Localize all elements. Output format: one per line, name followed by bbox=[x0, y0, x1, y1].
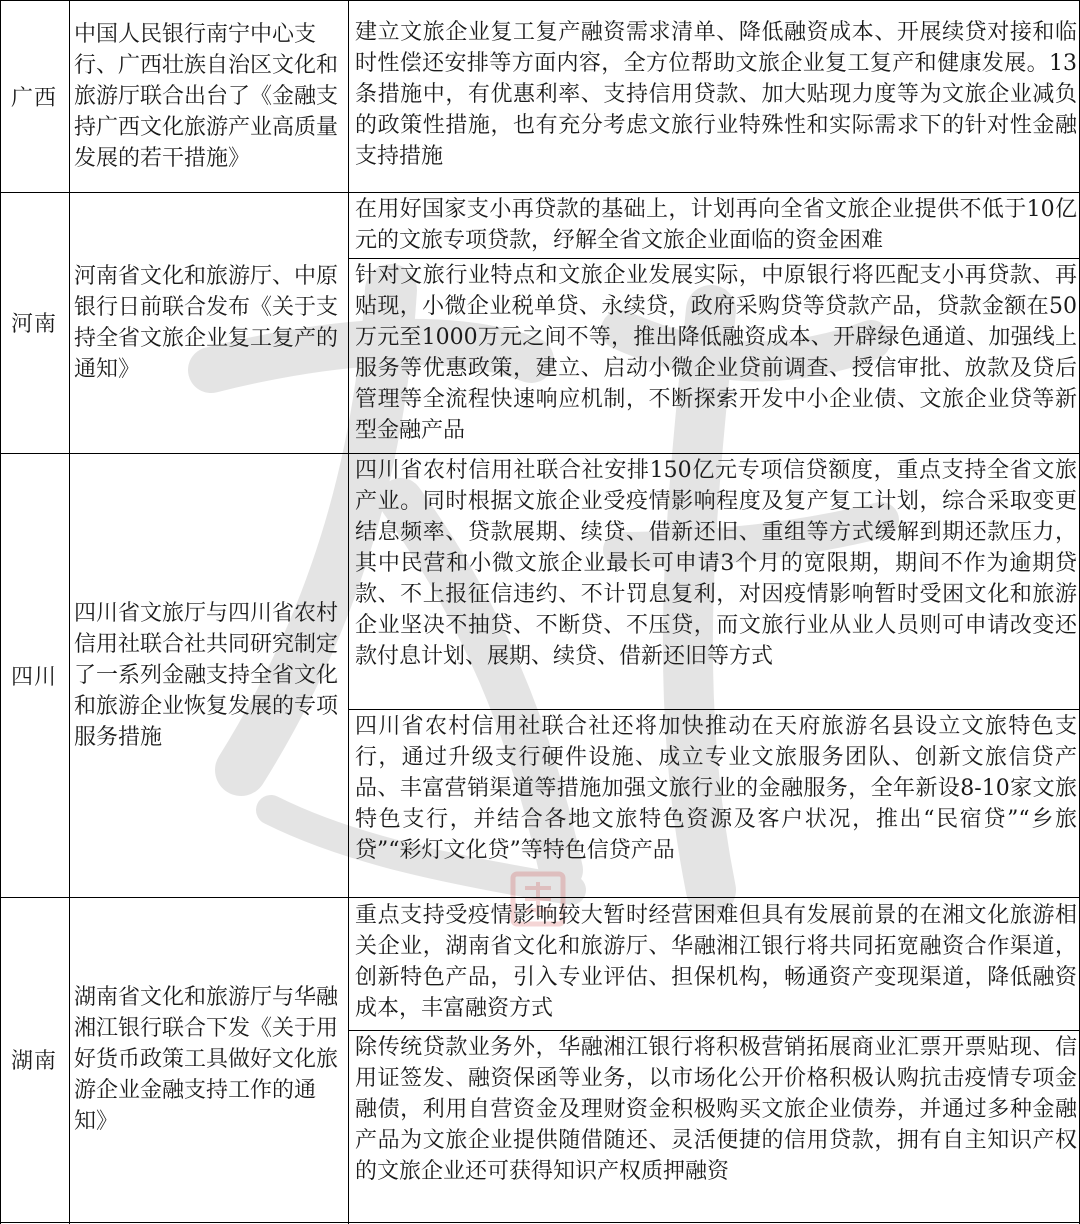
row-divider bbox=[1, 1222, 1080, 1223]
organization-cell bbox=[74, 0, 342, 192]
organization-cell bbox=[74, 897, 342, 1222]
measure-cell bbox=[355, 711, 1077, 866]
province-cell bbox=[1, 453, 67, 897]
measure-text: 在用好国家支小再贷款的基础上，计划再向全省文旅企业提供不低于10亿元的文旅专项贷款，纾解全省文旅企业面临的资金困难 bbox=[355, 197, 1077, 253]
measure-text: 针对文旅行业特点和文旅企业发展实际，中原银行将匹配支小再贷款、再贴现，小微企业税单贷、永续贷，政府采购贷等贷款产品，贷款金额在50万元至1000万元之间不等，推出降低融资成本、开辟绿色通道、加强线上服务等优惠政策，建立、启动小微企业贷前调查、授信审批、放款及贷后管理等全流程快速响应机制，不断探索开发中小企业债、文旅企业贷等新型金融产品 bbox=[355, 263, 1077, 443]
province-cell bbox=[1, 192, 67, 453]
column-divider bbox=[348, 0, 349, 1224]
measure-text: 除传统贷款业务外，华融湘江银行将积极营销拓展商业汇票开票贴现、信用证签发、融资保函等业务，以市场化公开价格积极认购抗击疫情专项金融债，利用自营资金及理财资金积极购买文旅企业债券，并通过多种金融产品为文旅企业提供随借随还、灵活便捷的信用贷款，拥有自主知识产权的文旅企业还可获得知识产权质押融资 bbox=[355, 1035, 1077, 1184]
organization-cell bbox=[74, 453, 342, 897]
measure-cell bbox=[355, 194, 1077, 256]
organization-cell bbox=[74, 192, 342, 453]
province-cell bbox=[1, 897, 67, 1222]
measure-text: 四川省农村信用社联合社安排150亿元专项信贷额度，重点支持全省文旅产业。同时根据文旅企业受疫情影响程度及复产复工计划，综合采取变更结息频率、贷款展期、续贷、借新还旧、重组等方式缓解到期还款压力，其中民营和小微文旅企业最长可申请3个月的宽限期，期间不作为逾期贷款、不上报征信违约、不计罚息复利，对因疫情影响暂时受困文化和旅游企业坚决不抽贷、不断贷、不压贷，而文旅行业从业人员则可申请改变还款付息计划、展期、续贷、借新还旧等方式 bbox=[355, 458, 1077, 669]
organization-text: 河南省文化和旅游厅、中原银行日前联合发布《关于支持全省文旅企业复工复产的通知》 bbox=[74, 263, 339, 382]
organization-text: 中国人民银行南宁中心支行、广西壮族自治区文化和旅游厅联合出台了《金融支持广西文化旅游产业高质量发展的若干措施》 bbox=[74, 21, 339, 171]
province-name: 湖南 bbox=[10, 1049, 57, 1074]
measure-cell bbox=[355, 1032, 1077, 1187]
organization-text: 湖南省文化和旅游厅与华融湘江银行联合下发《关于用好货币政策工具做好文化旅游企业金融支持工作的通知》 bbox=[74, 985, 339, 1134]
measure-text: 建立文旅企业复工复产融资需求清单、降低融资成本、开展续贷对接和临时性偿还安排等方面内容，全方位帮助文旅企业复工复产和健康发展。13条措施中，有优惠利率、支持信用贷款、加大贴现力度等为文旅企业减负的政策性措施，也有充分考虑文旅行业特殊性和实际需求下的针对性金融支持措施 bbox=[355, 20, 1077, 169]
province-name: 河南 bbox=[10, 312, 57, 337]
measure-text: 四川省农村信用社联合社还将加快推动在天府旅游名县设立文旅特色支行，通过升级支行硬件设施、成立专业文旅服务团队、创新文旅信贷产品、丰富营销渠道等措施加强文旅行业的金融服务，全年新设8-10家文旅特色支行，并结合各地文旅特色资源及客户状况，推出“民宿贷”“乡旅贷”“彩灯文化贷”等特色信贷产品 bbox=[355, 714, 1077, 863]
measure-divider bbox=[349, 1030, 1079, 1031]
organization-text: 四川省文旅厅与四川省农村信用社联合社共同研究制定了一系列金融支持全省文化和旅游企业恢复发展的专项服务措施 bbox=[74, 600, 339, 750]
measure-cell bbox=[355, 17, 1077, 172]
province-name: 四川 bbox=[10, 664, 57, 690]
column-divider bbox=[69, 0, 70, 1224]
measure-divider bbox=[349, 258, 1079, 259]
measure-cell bbox=[355, 455, 1077, 672]
province-cell bbox=[1, 0, 67, 192]
measure-cell bbox=[355, 260, 1077, 446]
measure-cell bbox=[355, 900, 1077, 1024]
measure-divider bbox=[349, 709, 1079, 710]
province-name: 广西 bbox=[10, 85, 57, 111]
measure-text: 重点支持受疫情影响较大暂时经营困难但具有发展前景的在湘文化旅游相关企业，湖南省文化和旅游厅、华融湘江银行将共同拓宽融资合作渠道，创新特色产品，引入专业评估、担保机构，畅通资产变现渠道，降低融资成本，丰富融资方式 bbox=[355, 903, 1077, 1021]
